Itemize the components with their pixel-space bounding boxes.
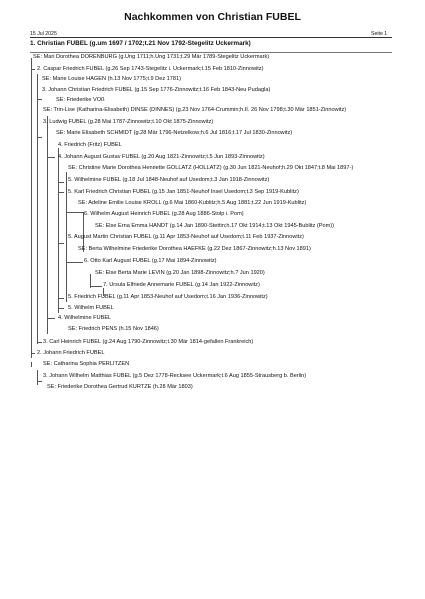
tree-connector — [47, 116, 48, 334]
tree-connector — [31, 362, 32, 367]
root-separator-rule — [30, 52, 392, 53]
page-number: Seite 1 — [371, 31, 388, 37]
tree-connector — [37, 99, 42, 100]
descendant-entry: 3. Ludwig FUBEL (g.28 Mai 1787-Zinnowitz;t.10 Okt 1875-Zinnowitz) — [43, 119, 214, 125]
header-rule — [30, 37, 392, 38]
tree-connector — [58, 243, 64, 244]
descendant-entry: 6. Wilhelm August Heinrich FUBEL (g.28 Aug 1886-Stolp i. Pom) — [84, 211, 244, 217]
tree-connector — [47, 157, 55, 158]
tree-connector — [47, 318, 55, 319]
descendant-entry: 6. Otto Karl August FUBEL (g.17 Mai 1894-Zinnowitz) — [84, 258, 217, 264]
spouse-entry: SE: Else Erna Emma HANDT (g.14 Jan 1890-Stettin;h.17 Okt 1914;t.13 Okt 1945-Bublitz (Pom)) — [95, 223, 334, 229]
spouse-entry: SE: Else Berta Marie LEVIN (g.20 Jan 1898-Zinnowitz;h.? Jun 1920) — [95, 270, 265, 276]
descendant-entry: 4. Johann August Gustav FUBEL (g.20 Aug 1821-Zinnowitz;t.5 Jun 1893-Zinnowitz) — [58, 154, 265, 160]
descendant-entry: 3. Johann Christian Friedrich FUBEL (g.15 Sep 1776-Zinnowitz;t.16 Feb 1843-Neu Pudagla) — [42, 87, 271, 93]
spouse-entry: SE: Christine Marie Dorothea Henriette GOLLATZ (HOLLATZ) (g.30 Jun 1821-Neuhof;h.29 Okt 1847;t.8 Mai 1897-) — [68, 165, 354, 171]
tree-connector — [31, 58, 32, 358]
descendant-entry: 3. Johann Wilhelm Matthias FUBEL (g.5 Dez 1778-Recksee Uckermark;t.6 Aug 1855-Strausberg b. Berlin) — [43, 373, 307, 379]
spouse-entry: SE: Friederike Dorothea Gertrud KURTZE (h.28 Mär 1803) — [47, 384, 193, 390]
descendant-entry: 5. Karl Friedrich Christian FUBEL (g.15 Jan 1851-Neuhof Insel Usedom;t.3 Sep 1919-Kublitz) — [68, 189, 299, 195]
report-date: 15 Jul 2025 — [30, 31, 57, 37]
spouse-entry: SE: Adeline Emilie Louise KROLL (g.6 Mai 1860-Kublitz;h.5 Aug 1881;t.22 Jun 1919-Kublitz) — [78, 200, 307, 206]
tree-connector — [37, 342, 42, 343]
tree-connector — [37, 137, 42, 138]
tree-connector — [37, 381, 42, 382]
descendant-entry: 5. August Martin Christian FUBEL (g.11 Apr 1853-Neuhof auf Usedom;t.11 Feb 1937-Zinnowitz) — [68, 234, 304, 240]
descendant-entry: 2. Johann Friedrich FUBEL — [37, 350, 105, 356]
root-ancestor-entry: 1. Christian FUBEL (g.um 1697 / 1702;t.21 Nov 1792-Stegelitz Uckermark) — [30, 40, 251, 47]
spouse-entry: SE: Marie Elisabeth SCHMIDT (g.28 Mär 1796-Netzelkow;h.6 Jul 1816;t.17 Jul 1830-Zinnowitz) — [56, 130, 293, 136]
tree-connector — [58, 148, 59, 313]
report-title: Nachkommen von Christian FUBEL — [124, 11, 301, 23]
tree-connector — [31, 69, 35, 70]
spouse-entry: SE: Catharina Sophia PERLITZEN — [43, 361, 130, 367]
tree-connector — [58, 192, 64, 193]
tree-connector — [58, 308, 64, 309]
descendant-entry: 5. Friedrich FUBEL (g.11 Apr 1853-Neuhof auf Usedom;t.16 Jan 1936-Zinnowitz) — [68, 294, 268, 300]
descendant-entry: 7. Ursula Elfriede Annemarie FUBEL (g.14 Jan 1922-Zinnowitz) — [103, 282, 260, 288]
tree-connector — [37, 74, 38, 344]
spouse-entry: SE: Trin-Lise (Katharina-Elisabeth) DINSE (DINNES) (g.23 Nov 1764-Crummin;h.II. 26 Nov 1798;t.30 Mär 1851-Zinnowitz) — [43, 107, 347, 113]
descendant-entry: 2. Caspar Friedrich FUBEL (g.26 Sep 1743-Stegelitz i. Uckermark;t.15 Feb 1810-Zinnowitz) — [37, 66, 264, 72]
tree-connector — [66, 262, 83, 263]
spouse-entry: SE: Marie Louise HAGEN (h.13 Nov 1775;t.9 Dez 1781) — [42, 76, 181, 82]
tree-connector — [66, 212, 83, 213]
spouse-entry: SE: Mari Dorothea DORENBURG (g.Ung 1711;h.Ung 1731;t.29 Mär 1789-Stegelitz Uckermark) — [33, 54, 270, 60]
descendant-entry: 5. Wilhelmine FUBEL (g.18 Jul 1848-Neuhof auf Usedom;t.3 Jan 1918-Zinnowitz) — [68, 177, 270, 183]
tree-connector — [66, 172, 67, 302]
tree-connector — [90, 286, 102, 287]
spouse-entry: SE: Friederike VOß — [56, 97, 105, 103]
tree-connector — [58, 298, 64, 299]
tree-connector — [37, 370, 38, 385]
descendant-entry: 4. Friedrich (Fritz) FUBEL — [58, 142, 122, 148]
spouse-entry: SE: Friedrich PENS (h.15 Nov 1846) — [68, 326, 159, 332]
tree-connector — [58, 182, 64, 183]
descendant-entry: 5. Wilhelm FUBEL — [68, 305, 114, 311]
descendant-entry: 4. Wilhelmine FUBEL — [58, 315, 112, 321]
descendant-entry: 3. Carl Heinrich FUBEL (g.24 Aug 1790-Zinnowitz;t.30 Mär 1814-gefallen Frankreich) — [43, 339, 254, 345]
tree-connector — [31, 353, 35, 354]
spouse-entry: SE: Berta Wilhelmine Friederike Dorothea HAEFKE (g.22 Dez 1867-Zinnowitz;h.13 Nov 1891) — [78, 246, 311, 252]
